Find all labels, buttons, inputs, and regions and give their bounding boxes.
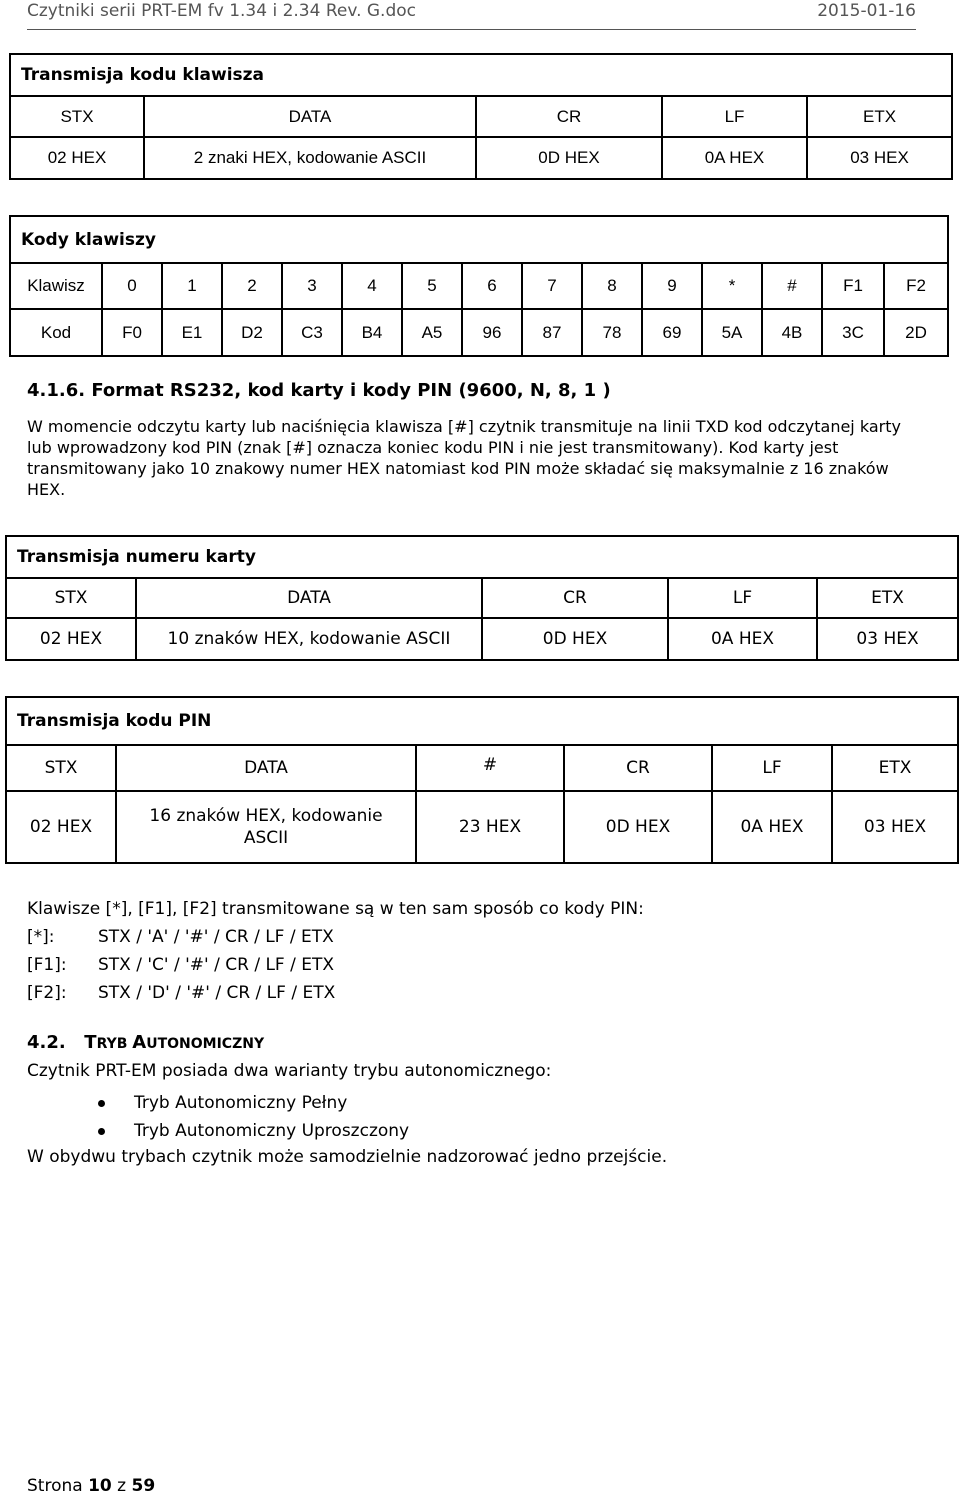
key-codes-table <box>9 215 949 357</box>
code-cell: 69 <box>642 309 702 356</box>
code-cell: B4 <box>342 309 402 356</box>
section-title-part: UTONOMICZNY <box>146 1036 265 1052</box>
list-item-label: Tryb Autonomiczny Pełny <box>134 1093 348 1113</box>
header-cell: LF <box>712 745 832 791</box>
page-prefix: Strona <box>27 1476 83 1496</box>
key-cell: 2 <box>222 263 282 309</box>
list-item <box>98 1089 409 1117</box>
section-title-part: T <box>84 1032 97 1053</box>
page-number: 10 <box>88 1476 112 1496</box>
value-cell: 03 HEX <box>807 137 952 179</box>
key-cell: F1 <box>822 263 884 309</box>
section-42-intro: Czytnik PRT-EM posiada dwa warianty trybu autonomicznego: <box>27 1061 552 1081</box>
document-date: 2015-01-16 <box>817 1 916 21</box>
code-cell: E1 <box>162 309 222 356</box>
header-cell: DATA <box>144 96 476 137</box>
code-cell: 3C <box>822 309 884 356</box>
key-cell: 0 <box>102 263 162 309</box>
row-label: Kod <box>10 309 102 356</box>
value-cell: 0D HEX <box>476 137 662 179</box>
special-key-row <box>0 927 960 951</box>
code-cell: 5A <box>702 309 762 356</box>
code-cell: 87 <box>522 309 582 356</box>
header-divider <box>27 29 916 30</box>
row-label: Klawisz <box>10 263 102 309</box>
key-cell: 7 <box>522 263 582 309</box>
card-transmission-table <box>5 535 959 661</box>
header-cell: DATA <box>136 578 482 618</box>
special-key-label: [F2]: <box>27 983 67 1003</box>
document-filename: Czytniki serii PRT-EM fv 1.34 i 2.34 Rev. G.doc <box>27 1 416 21</box>
key-transmission-table <box>9 53 953 180</box>
key-cell: 1 <box>162 263 222 309</box>
header-cell: # <box>416 745 564 791</box>
mode-list <box>98 1089 409 1145</box>
code-cell: A5 <box>402 309 462 356</box>
section-title-part: A <box>132 1032 147 1053</box>
value-cell: 03 HEX <box>832 791 958 863</box>
page-footer <box>27 1476 155 1496</box>
value-cell: 03 HEX <box>817 618 958 660</box>
special-keys-intro: Klawisze [*], [F1], [F2] transmitowane są w ten sam sposób co kody PIN: <box>27 899 644 919</box>
key-cell: F2 <box>884 263 948 309</box>
special-key-row <box>0 955 960 979</box>
value-cell: 16 znaków HEX, kodowanie ASCII <box>116 791 416 863</box>
section-heading: 4.1.6. Format RS232, kod karty i kody PIN (9600, N, 8, 1 ) <box>27 380 611 401</box>
code-cell: C3 <box>282 309 342 356</box>
code-cell: 96 <box>462 309 522 356</box>
table-title: Transmisja numeru karty <box>6 536 958 578</box>
special-key-sequence: STX / 'C' / '#' / CR / LF / ETX <box>98 955 335 975</box>
value-cell: 10 znaków HEX, kodowanie ASCII <box>136 618 482 660</box>
header-cell: LF <box>668 578 817 618</box>
header-cell: CR <box>564 745 712 791</box>
code-cell: 2D <box>884 309 948 356</box>
bullet-icon <box>98 1128 105 1135</box>
table-title: Kody klawiszy <box>10 216 948 263</box>
section-42-heading <box>27 1032 264 1053</box>
key-cell: # <box>762 263 822 309</box>
table-title: Transmisja kodu klawisza <box>10 54 952 96</box>
header-cell: CR <box>476 96 662 137</box>
key-cell: 9 <box>642 263 702 309</box>
section-42-closing: W obydwu trybach czytnik może samodzielnie nadzorować jedno przejście. <box>27 1147 668 1167</box>
code-row <box>10 309 948 356</box>
header-cell: STX <box>6 578 136 618</box>
value-cell: 02 HEX <box>6 618 136 660</box>
key-cell: 6 <box>462 263 522 309</box>
list-item-label: Tryb Autonomiczny Uproszczony <box>134 1121 410 1141</box>
key-cell: 3 <box>282 263 342 309</box>
value-cell: 0D HEX <box>564 791 712 863</box>
section-title-part: RYB <box>96 1036 133 1052</box>
value-cell: 2 znaki HEX, kodowanie ASCII <box>144 137 476 179</box>
key-cell: 8 <box>582 263 642 309</box>
value-cell: 02 HEX <box>10 137 144 179</box>
table-title: Transmisja kodu PIN <box>6 697 958 745</box>
key-row <box>10 263 948 309</box>
header-cell: STX <box>6 745 116 791</box>
header-cell: CR <box>482 578 668 618</box>
header-cell: DATA <box>116 745 416 791</box>
key-cell: 5 <box>402 263 462 309</box>
value-cell: 02 HEX <box>6 791 116 863</box>
code-cell: F0 <box>102 309 162 356</box>
header-cell: LF <box>662 96 807 137</box>
header-cell: ETX <box>832 745 958 791</box>
pin-transmission-table <box>5 696 959 864</box>
special-key-label: [*]: <box>27 927 55 947</box>
header-cell: ETX <box>817 578 958 618</box>
code-cell: D2 <box>222 309 282 356</box>
key-cell: * <box>702 263 762 309</box>
section-paragraph: W momencie odczytu karty lub naciśnięcia klawisza [#] czytnik transmituje na linii TXD kod odczytanej karty lub wprowadzony kod PIN (znak [#] oznacza koniec kodu PIN i nie jest transmitowany). Kod karty jest transmitowany jako 10 znakowy numer HEX natomiast kod PIN może składać się maksymalnie z 16 znaków HEX. <box>27 417 901 499</box>
special-key-label: [F1]: <box>27 955 67 975</box>
special-key-row <box>0 983 960 1007</box>
page-total: 59 <box>131 1476 156 1496</box>
page-of: z <box>117 1476 127 1496</box>
section-number: 4.2. <box>27 1032 66 1053</box>
value-cell: 0D HEX <box>482 618 668 660</box>
bullet-icon <box>98 1100 105 1107</box>
value-cell: 23 HEX <box>416 791 564 863</box>
special-key-sequence: STX / 'D' / '#' / CR / LF / ETX <box>98 983 336 1003</box>
key-cell: 4 <box>342 263 402 309</box>
value-cell: 0A HEX <box>712 791 832 863</box>
value-cell: 0A HEX <box>668 618 817 660</box>
header-cell: ETX <box>807 96 952 137</box>
header-cell: STX <box>10 96 144 137</box>
list-item <box>98 1117 409 1145</box>
special-key-sequence: STX / 'A' / '#' / CR / LF / ETX <box>98 927 334 947</box>
code-cell: 4B <box>762 309 822 356</box>
code-cell: 78 <box>582 309 642 356</box>
value-cell: 0A HEX <box>662 137 807 179</box>
